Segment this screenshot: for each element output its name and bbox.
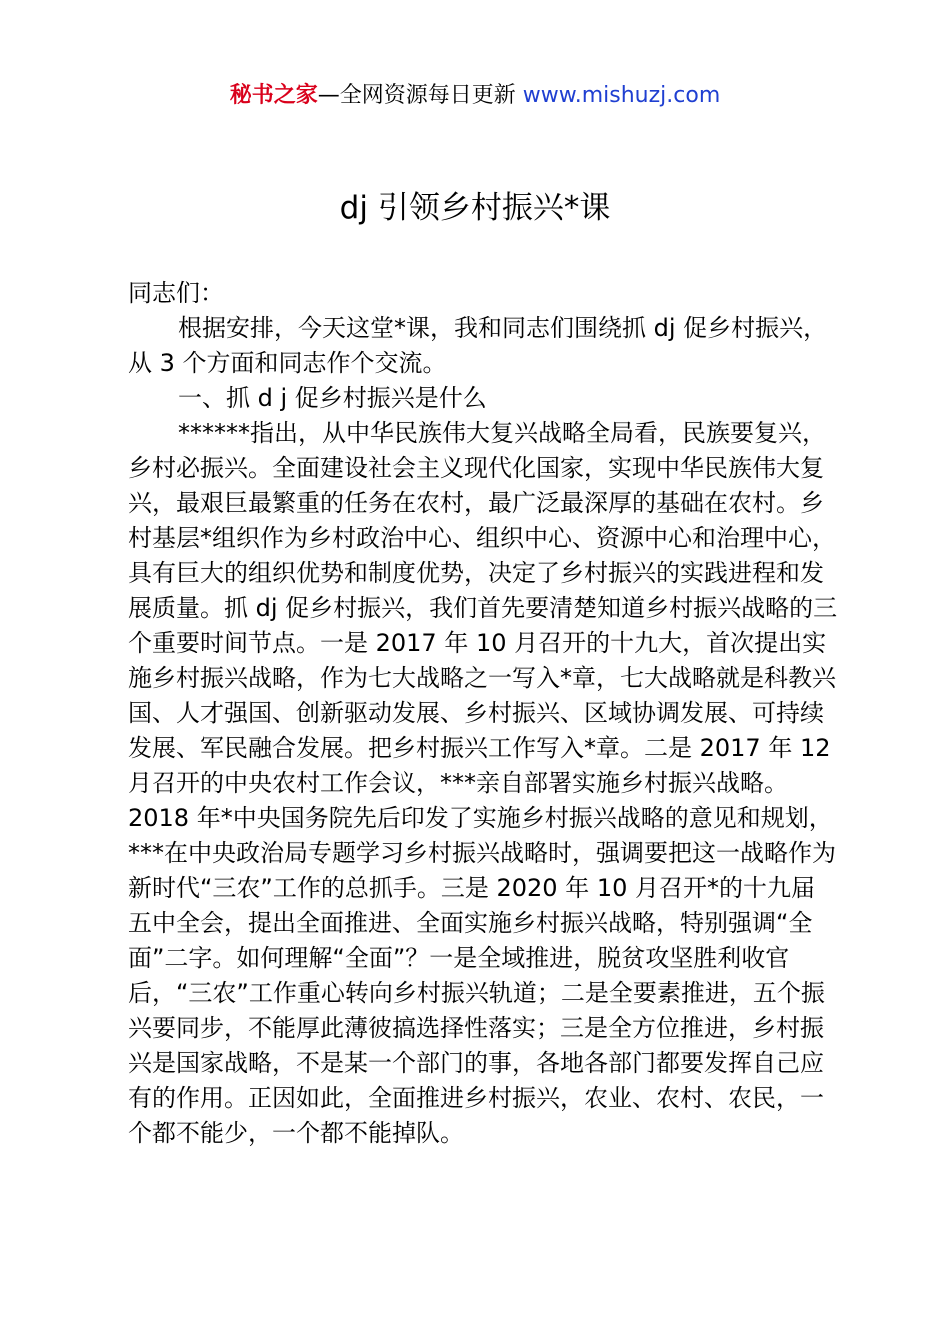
site-tagline: —全网资源每日更新 bbox=[317, 83, 523, 108]
brand-name: 秘书之家 bbox=[229, 83, 318, 108]
site-url-link[interactable]: www.mishuzj.com bbox=[522, 83, 721, 108]
document-title: dj 引领乡村振兴*课 bbox=[339, 190, 611, 226]
body-paragraph: ******指出，从中华民族伟大复兴战略全局看，民族要复兴，乡村必振兴。全面建设社会主义现代化国家，实现中华民族伟大复兴，最艰巨最繁重的任务在农村，最广泛最深厚的基础在农村。乡村基层*组织作为乡村政治中心、组织中心、资源中心和治理中心，具有巨大的组织优势和制度优势，决定了乡村振兴的实践进程和发展质量。抓 dj 促乡村振兴，我们首先要清楚知道乡村振兴战略的三个重要时间节点。一是 2017 年 10 月召开的十九大，首次提出实施乡村振兴战略，作为七大战略之一写入*章，七大战略就是科教兴国、人才强国、创新驱动发展、乡村振兴、区域协调发展、可持续发展、军民融合发展。把乡村振兴工作写入*章。二是 2017 年 12 月召开的中央农村工作会议，***亲自部署实施乡村振兴战略。2018 年*中央国务院先后印发了实施乡村振兴战略的意见和规划，***在中央政治局专题学习乡村振兴战略时，强调要把这一战略作为新时代“三农”工作的总抓手。三是 2020 年 10 月召开*的十九届五中全会，提出全面推进、全面实施乡村振兴战略，特别强调“全面”二字。如何理解“全面”？一是全域推进，脱贫攻坚胜利收官后，“三农”工作重心转向乡村振兴轨道；二是全要素推进，五个振兴要同步，不能厚此薄彼搞选择性落实；三是全方位推进，乡村振兴是国家战略，不是某一个部门的事，各地各部门都要发挥自己应有的作用。正因如此，全面推进乡村振兴，农业、农村、农民，一个都不能少，一个都不能掉队。 bbox=[128, 419, 838, 1147]
intro-paragraph: 根据安排，今天这堂*课，我和同志们围绕抓 dj 促乡村振兴，从 3 个方面和同志作个交流。 bbox=[128, 314, 828, 377]
salutation: 同志们： bbox=[128, 279, 224, 307]
site-header bbox=[0, 80, 950, 112]
section-heading-1: 一、抓 d j 促乡村振兴是什么 bbox=[178, 384, 487, 412]
document-body bbox=[128, 276, 838, 1151]
